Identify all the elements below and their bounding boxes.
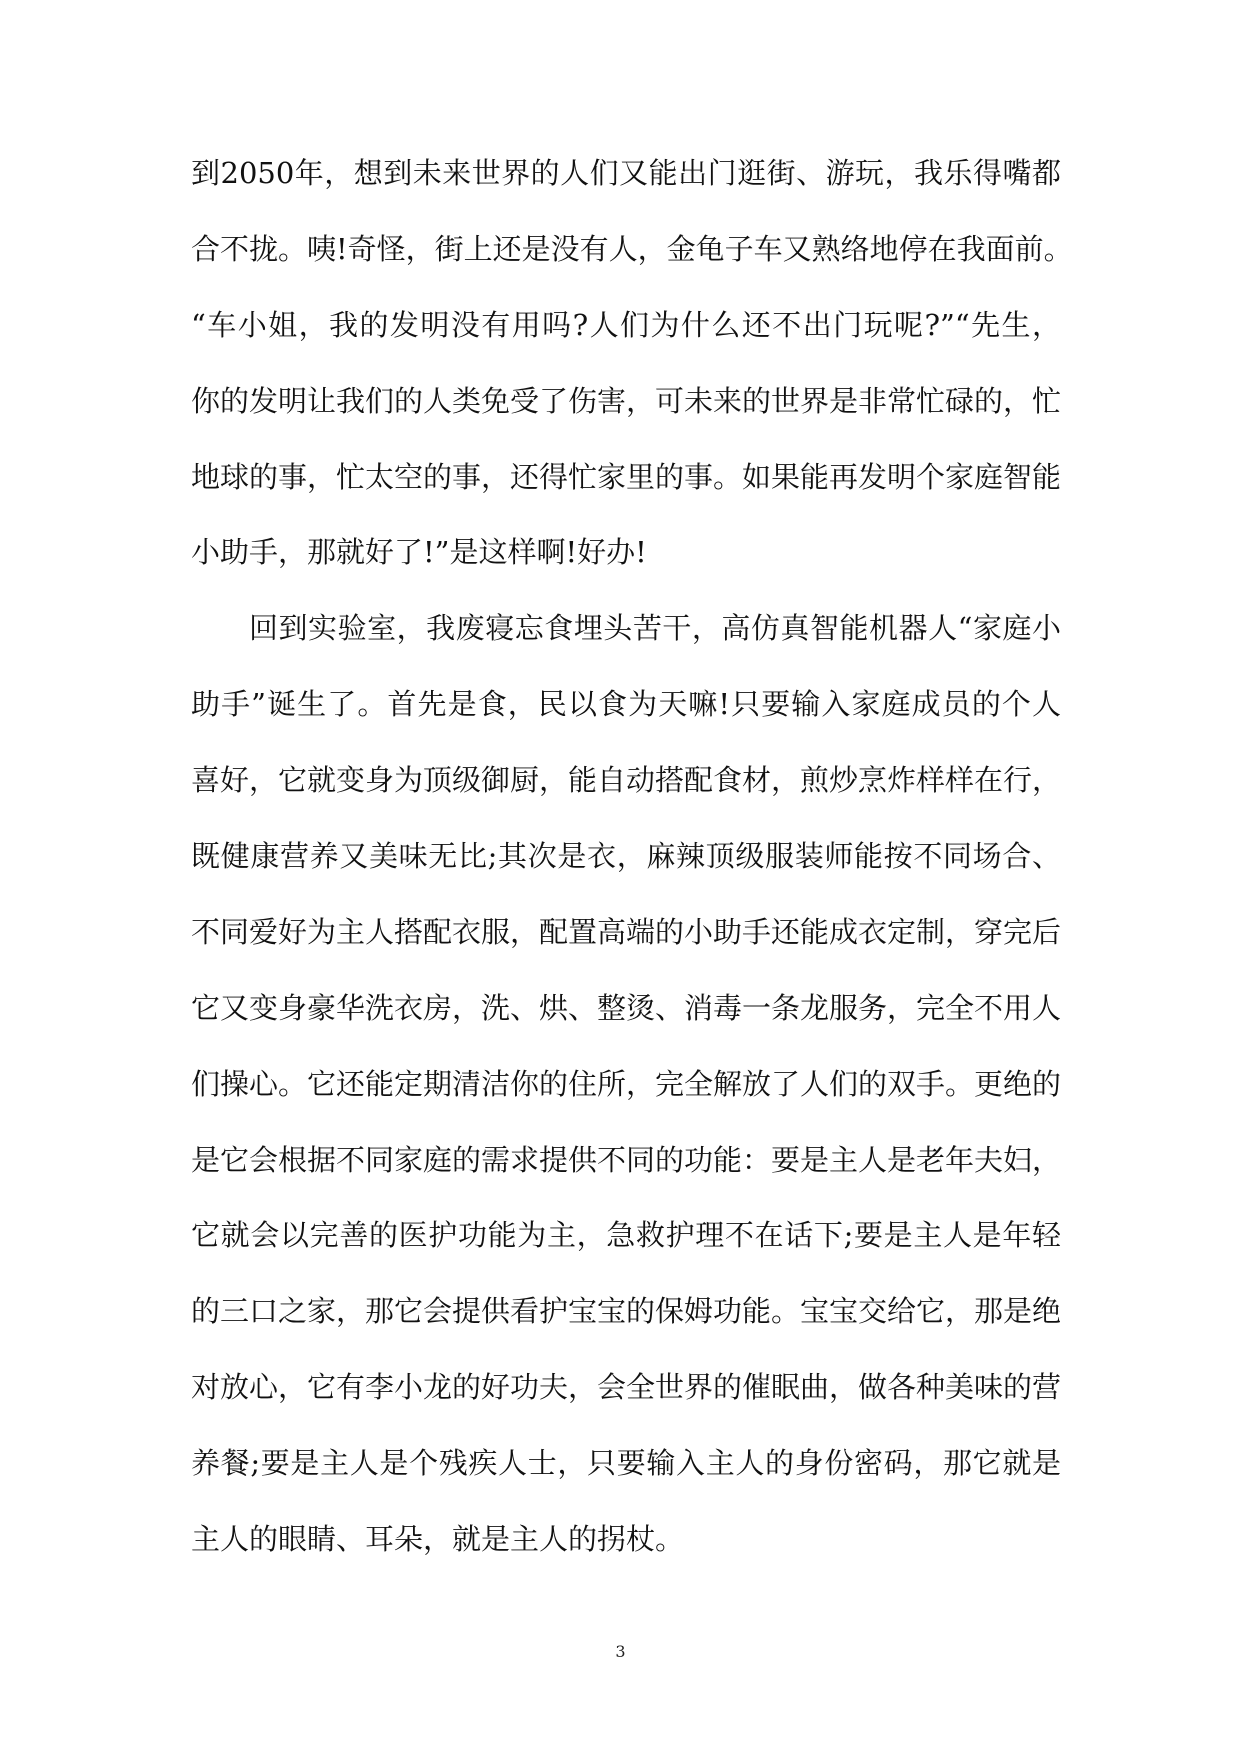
paragraph-1 bbox=[191, 136, 1091, 591]
text-line: 它就会以完善的医护功能为主，急救护理不在话下;要是主人是年轻 bbox=[191, 1218, 1061, 1253]
text-line: 主人的眼睛、耳朵，就是主人的拐杖。 bbox=[191, 1522, 685, 1557]
text-line: 是它会根据不同家庭的需求提供不同的功能：要是主人是老年夫妇， bbox=[191, 1142, 1062, 1177]
text-line: “车小姐，我的发明没有用吗?人们为什么还不出门玩呢?”“先生， bbox=[191, 307, 1061, 342]
text-line: 小助手，那就好了!”是这样啊!好办! bbox=[191, 535, 647, 570]
text-line: 对放心，它有李小龙的好功夫，会全世界的催眠曲，做各种美味的营 bbox=[191, 1370, 1062, 1405]
text-line: 的三口之家，那它会提供看护宝宝的保姆功能。宝宝交给它，那是绝 bbox=[191, 1294, 1062, 1329]
text-line: 你的发明让我们的人类免受了伤害，可未来的世界是非常忙碌的，忙 bbox=[191, 383, 1062, 418]
text-line: 喜好，它就变身为顶级御厨，能自动搭配食材，煎炒烹炸样样在行， bbox=[191, 763, 1062, 798]
text-line: 地球的事，忙太空的事，还得忙家里的事。如果能再发明个家庭智能 bbox=[191, 459, 1062, 494]
page-number: 3 bbox=[615, 1642, 626, 1661]
text-line: 回到实验室，我废寝忘食埋头苦干，高仿真智能机器人“家庭小 bbox=[249, 611, 1061, 646]
text-line: 它又变身豪华洗衣房，洗、烘、整烫、消毒一条龙服务，完全不用人 bbox=[191, 990, 1062, 1025]
text-line: 助手”诞生了。首先是食，民以食为天嘛!只要输入家庭成员的个人 bbox=[191, 687, 1061, 722]
text-line: 既健康营养又美味无比;其次是衣，麻辣顶级服装师能按不同场合、 bbox=[191, 839, 1061, 874]
text-line: 不同爱好为主人搭配衣服，配置高端的小助手还能成衣定制，穿完后 bbox=[191, 914, 1062, 949]
text-line: 合不拢。咦!奇怪，街上还是没有人，金龟子车又熟络地停在我面前。 bbox=[191, 231, 1073, 266]
paragraph-2 bbox=[191, 591, 1091, 1578]
text-line: 们操心。它还能定期清洁你的住所，完全解放了人们的双手。更绝的 bbox=[191, 1066, 1062, 1101]
text-line: 养餐;要是主人是个残疾人士，只要输入主人的身份密码，那它就是 bbox=[191, 1446, 1061, 1481]
text-line: 到2050年，想到未来世界的人们又能出门逛街、游玩，我乐得嘴都 bbox=[191, 156, 1061, 190]
document-body bbox=[191, 136, 1091, 1578]
